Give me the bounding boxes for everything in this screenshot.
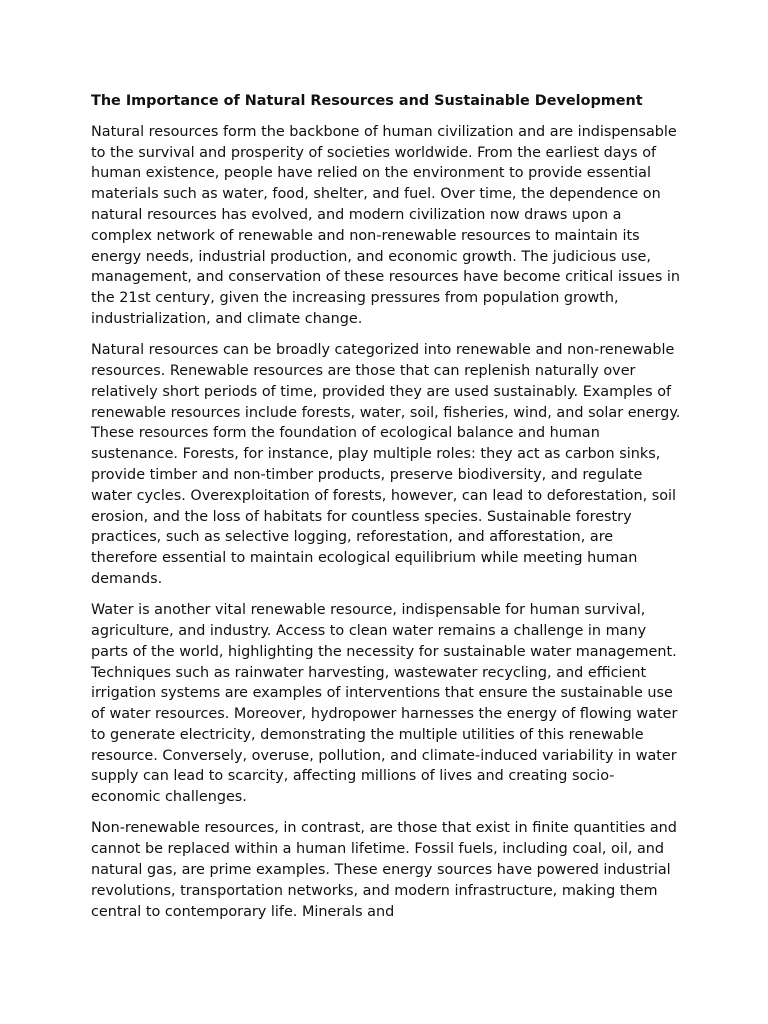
paragraph-water-resources: Water is another vital renewable resource, indispensable for human survival, agriculture, and industry. Access to clean water remains a challenge in many parts of the world, highlighting the necessity for sustainable water management. Techniques such as rainwater harvesting, wastewater recycling, and efficient irrigation systems are examples of interventions that ensure the sustainable use of water resources. Moreover, hydropower harnesses the energy of flowing water to generate electricity, demonstrating the multiple utilities of this renewable resource. Conversely, overuse, pollution, and climate-induced variability in water supply can lead to scarcity, affecting millions of lives and creating socio-economic challenges. bbox=[91, 602, 678, 806]
paragraph-non-renewable-resources: Non-renewable resources, in contrast, are those that exist in finite quantities and cannot be replaced within a human lifetime. Fossil fuels, including coal, oil, and natural gas, are prime examples. These energy sources have powered industrial revolutions, transportation networks, and modern infrastructure, making them central to contemporary life. Minerals and bbox=[91, 820, 677, 920]
document-page bbox=[91, 91, 681, 933]
paragraph-renewable-resources: Natural resources can be broadly categorized into renewable and non-renewable resources. Renewable resources are those that can replenish naturally over relatively short periods of time, provided they are used sustainably. Examples of renewable resources include forests, water, soil, fisheries, wind, and solar energy. These resources form the foundation of ecological balance and human sustenance. Forests, for instance, play multiple roles: they act as carbon sinks, provide timber and non-timber products, preserve biodiversity, and regulate water cycles. Overexploitation of forests, however, can lead to deforestation, soil erosion, and the loss of habitats for countless species. Sustainable forestry practices, such as selective logging, reforestation, and afforestation, are therefore essential to maintain ecological equilibrium while meeting human demands. bbox=[91, 342, 681, 587]
paragraph-natural-resources-intro: Natural resources form the backbone of human civilization and are indispensable to the survival and prosperity of societies worldwide. From the earliest days of human existence, people have relied on the environment to provide essential materials such as water, food, shelter, and fuel. Over time, the dependence on natural resources has evolved, and modern civilization now draws upon a complex network of renewable and non-renewable resources to maintain its energy needs, industrial production, and economic growth. The judicious use, management, and conservation of these resources have become critical issues in the 21st century, given the increasing pressures from population growth, industrialization, and climate change. bbox=[91, 123, 681, 327]
document-title: The Importance of Natural Resources and Sustainable Development bbox=[91, 93, 643, 109]
